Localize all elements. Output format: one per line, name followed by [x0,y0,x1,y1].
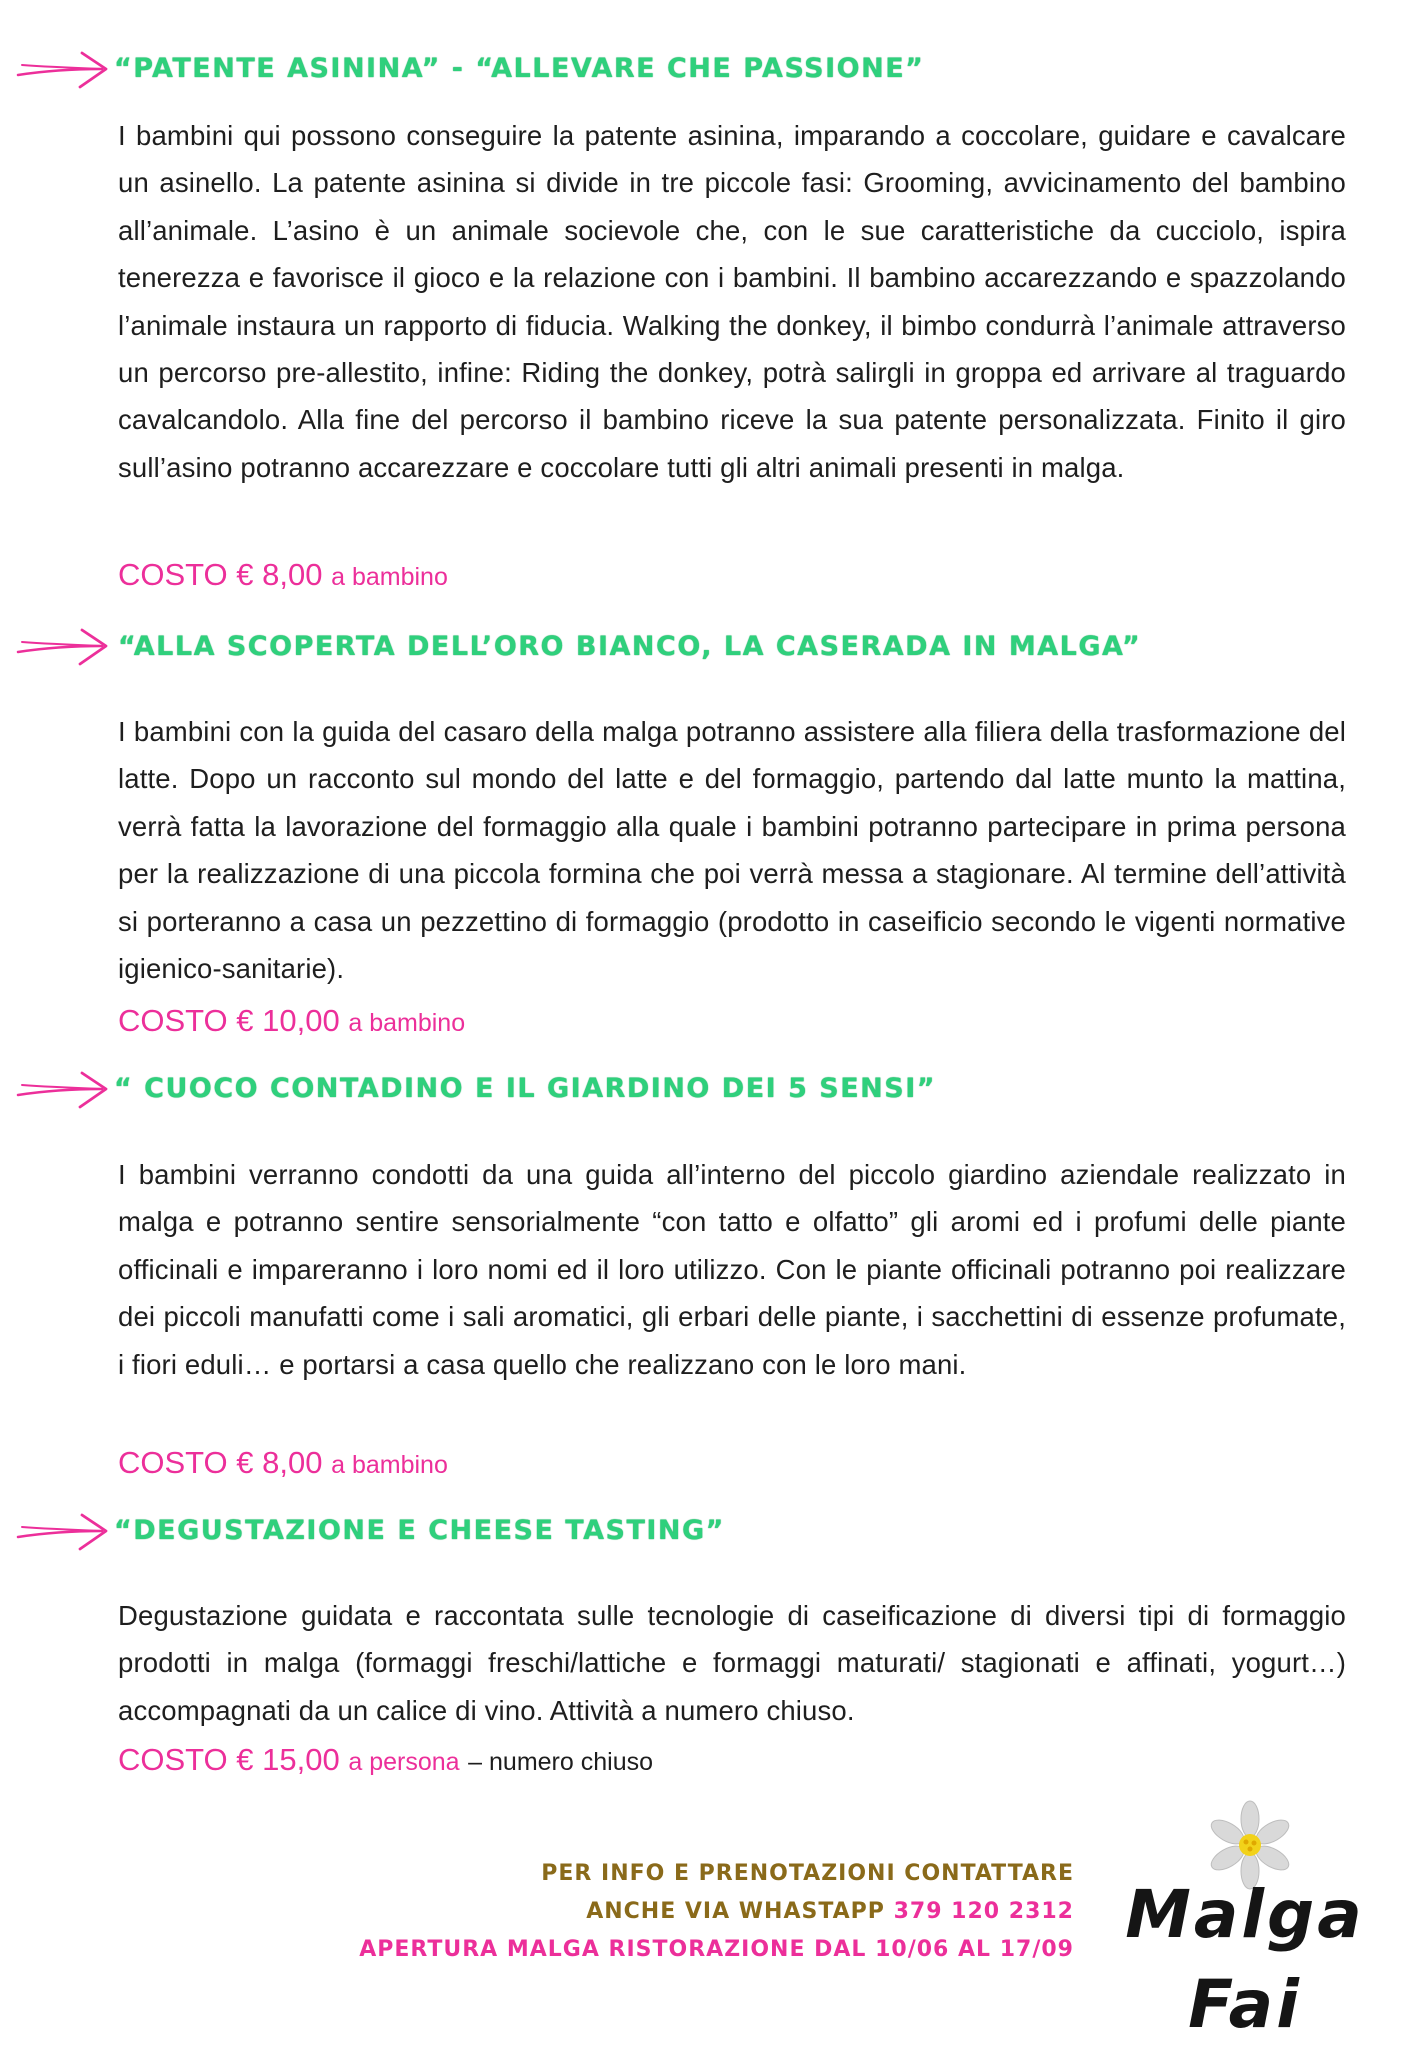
cost-value: COSTO € 8,00 [118,1445,323,1480]
section-heading: “ CUOCO CONTADINO E IL GIARDINO DEI 5 SENSI” [114,1073,936,1104]
logo-text: Malga Fai [1125,1876,1365,2043]
section-heading: “ALLA SCOPERTA DELL’ORO BIANCO, LA CASERADA IN MALGA” [118,631,1142,662]
malga-fai-logo [1090,1800,1400,2043]
cost-value: COSTO € 10,00 [118,1003,340,1038]
arrow-right-icon [14,45,114,93]
section-heading: “PATENTE ASININA” - “ALLEVARE CHE PASSIONE” [114,53,925,84]
arrow-right-icon [14,1065,114,1113]
cost-unit: a persona [348,1748,460,1776]
contact-line: PER INFO E PRENOTAZIONI CONTATTARE [541,1861,1074,1886]
contact-info [359,1855,1074,1969]
section-body: I bambini qui possono conseguire la patente asinina, imparando a coccolare, guidare e cavalcare un asinello. La patente asinina si divide in tre piccole fasi: Grooming, avvicinamento del bambino all’animale. L’asino è un animale socievole che, con le sue caratteristiche da cucciolo, ispira tenerezza e favorisce il gioco e la relazione con i bambini. Il bambino accarezzando e spazzolando l’animale instaura un rapporto di fiducia. Walking the donkey, il bimbo condurrà l’animale attraverso un percorso pre-allestito, infine: Riding the donkey, potrà salirgli in groppa ed arrivare al traguardo cavalcandolo. Alla fine del percorso il bambino riceve la sua patente personalizzata. Finito il giro sull’asino potranno accarezzare e coccolare tutti gli altri animali presenti in malga. [118,120,1346,483]
section-cost [118,555,448,597]
cost-unit: a bambino [331,1451,448,1479]
section-cost [118,1740,653,1782]
cost-note: – numero chiuso [468,1748,653,1776]
section-cost [118,1443,448,1485]
phone-number[interactable]: 379 120 2312 [893,1899,1074,1924]
opening-dates: APERTURA MALGA RISTORAZIONE DAL 10/06 AL 17/09 [359,1937,1074,1962]
cost-unit: a bambino [331,563,448,591]
section-body: I bambini con la guida del casaro della malga potranno assistere alla filiera della trasformazione del latte. Dopo un racconto sul mondo del latte e del formaggio, partendo dal latte munto la mattina, verrà fatta la lavorazione del formaggio alla quale i bambini potranno partecipare in prima persona per la realizzazione di una piccola formina che poi verrà messa a stagionare. Al termine dell’attività si porteranno a casa un pezzettino di formaggio (prodotto in caseificio secondo le vigenti normative igienico-sanitarie). [118,716,1346,985]
section-heading: “DEGUSTAZIONE E CHEESE TASTING” [114,1515,725,1546]
arrow-right-icon [14,1507,114,1555]
cost-value: COSTO € 15,00 [118,1742,340,1777]
cost-unit: a bambino [348,1009,466,1037]
whatsapp-label: ANCHE VIA WHASTAPP [586,1899,885,1924]
section-body: I bambini verranno condotti da una guida all’interno del piccolo giardino aziendale realizzato in malga e potranno sentire sensorialmente “con tatto e olfatto” gli aromi ed i profumi delle piante officinali e impareranno i loro nomi ed il loro utilizzo. Con le piante officinali potranno poi realizzare dei piccoli manufatti come i sali aromatici, gli erbari delle piante, i sacchettini di essenze profumate, i fiori eduli… e portarsi a casa quello che realizzano con le loro mani. [118,1159,1346,1380]
cost-value: COSTO € 8,00 [118,557,323,592]
whatsapp-line [359,1893,1074,1931]
section-body: Degustazione guidata e raccontata sulle tecnologie di caseificazione di diversi tipi di formaggio prodotti in malga (formaggi freschi/lattiche e formaggi maturati/ stagionati e affinati, yogurt…) accompagnati da un calice di vino. Attività a numero chiuso. [118,1600,1346,1726]
arrow-right-icon [14,622,114,670]
section-cost [118,1001,465,1043]
